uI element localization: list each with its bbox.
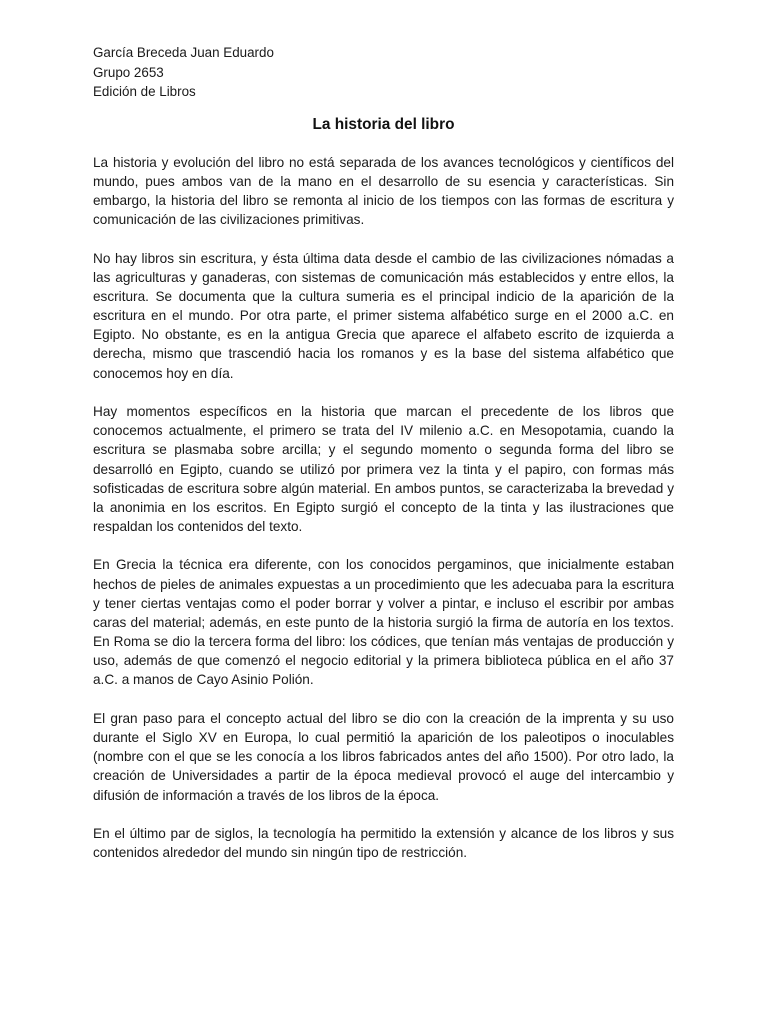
paragraph-5: El gran paso para el concepto actual del libro se dio con la creación de la imprenta y su uso durante el Siglo XV en Europa, lo cual permitió la aparición de los paleotipos o inoculables (nombre con el que se les conocía a los libros fabricados antes del año 1500). Por otro lado, la creación de Universidades a partir de la época medieval provocó el auge del intercambio y difusión de información a través de los libros de la época. bbox=[93, 710, 674, 803]
document-body bbox=[93, 153, 674, 862]
document-title: La historia del libro bbox=[312, 115, 455, 133]
paragraph-2: No hay libros sin escritura, y ésta última data desde el cambio de las civilizaciones nómadas a las agriculturas y ganaderas, con sistemas de comunicación más establecidos y entre ellos, la escritura. Se documenta que la cultura sumeria es el principal indicio de la aparición de la escritura en el mundo. Por otra parte, el primer sistema alfabético surge en el 2000 a.C. en Egipto. No obstante, es en la antigua Grecia que aparece el alfabeto escrito de izquierda a derecha, mismo que trascendió hacia los romanos y es la base del sistema alfabético que conocemos hoy en día. bbox=[93, 250, 674, 381]
paragraph-6: En el último par de siglos, la tecnología ha permitido la extensión y alcance de los libros y sus contenidos alrededor del mundo sin ningún tipo de restricción. bbox=[93, 825, 674, 861]
document-page bbox=[93, 43, 674, 882]
paragraph-4: En Grecia la técnica era diferente, con los conocidos pergaminos, que inicialmente estaban hechos de pieles de animales expuestas a un procedimiento que les adecuaba para la escritura y tener ciertas ventajas como el poder borrar y volver a pintar, e incluso el escribir por ambas caras del material; además, en este punto de la historia surgió la firma de autoría en los textos. En Roma se dio la tercera forma del libro: los códices, que tenían más ventajas de producción y uso, además de que comenzó el negocio editorial y la primera biblioteca pública en el año 37 a.C. a manos de Cayo Asinio Polión. bbox=[93, 557, 674, 688]
paragraph-3: Hay momentos específicos en la historia que marcan el precedente de los libros que conocemos actualmente, el primero se trata del IV milenio a.C. en Mesopotamia, cuando la escritura se plasmaba sobre arcilla; y el segundo momento o segunda forma del libro se desarrolló en Egipto, cuando se utilizó por primera vez la tinta y el papiro, con formas más sofisticadas de escritura sobre algún material. En ambos puntos, se caracterizaba la brevedad y la anonimia en los escritos. En Egipto surgió el concepto de la tinta y las ilustraciones que respaldan los contenidos del texto. bbox=[93, 404, 674, 535]
author-name: García Breceda Juan Eduardo bbox=[93, 45, 274, 60]
paragraph-1: La historia y evolución del libro no está separada de los avances tecnológicos y científicos del mundo, pues ambos van de la mano en el desarrollo de su esencia y características. Sin embargo, la historia del libro se remonta al inicio de los tiempos con las formas de escritura y comunicación de las civilizaciones primitivas. bbox=[93, 154, 674, 228]
course-name: Edición de Libros bbox=[93, 84, 196, 100]
group-number: Grupo 2653 bbox=[93, 64, 164, 80]
document-header bbox=[93, 43, 674, 102]
